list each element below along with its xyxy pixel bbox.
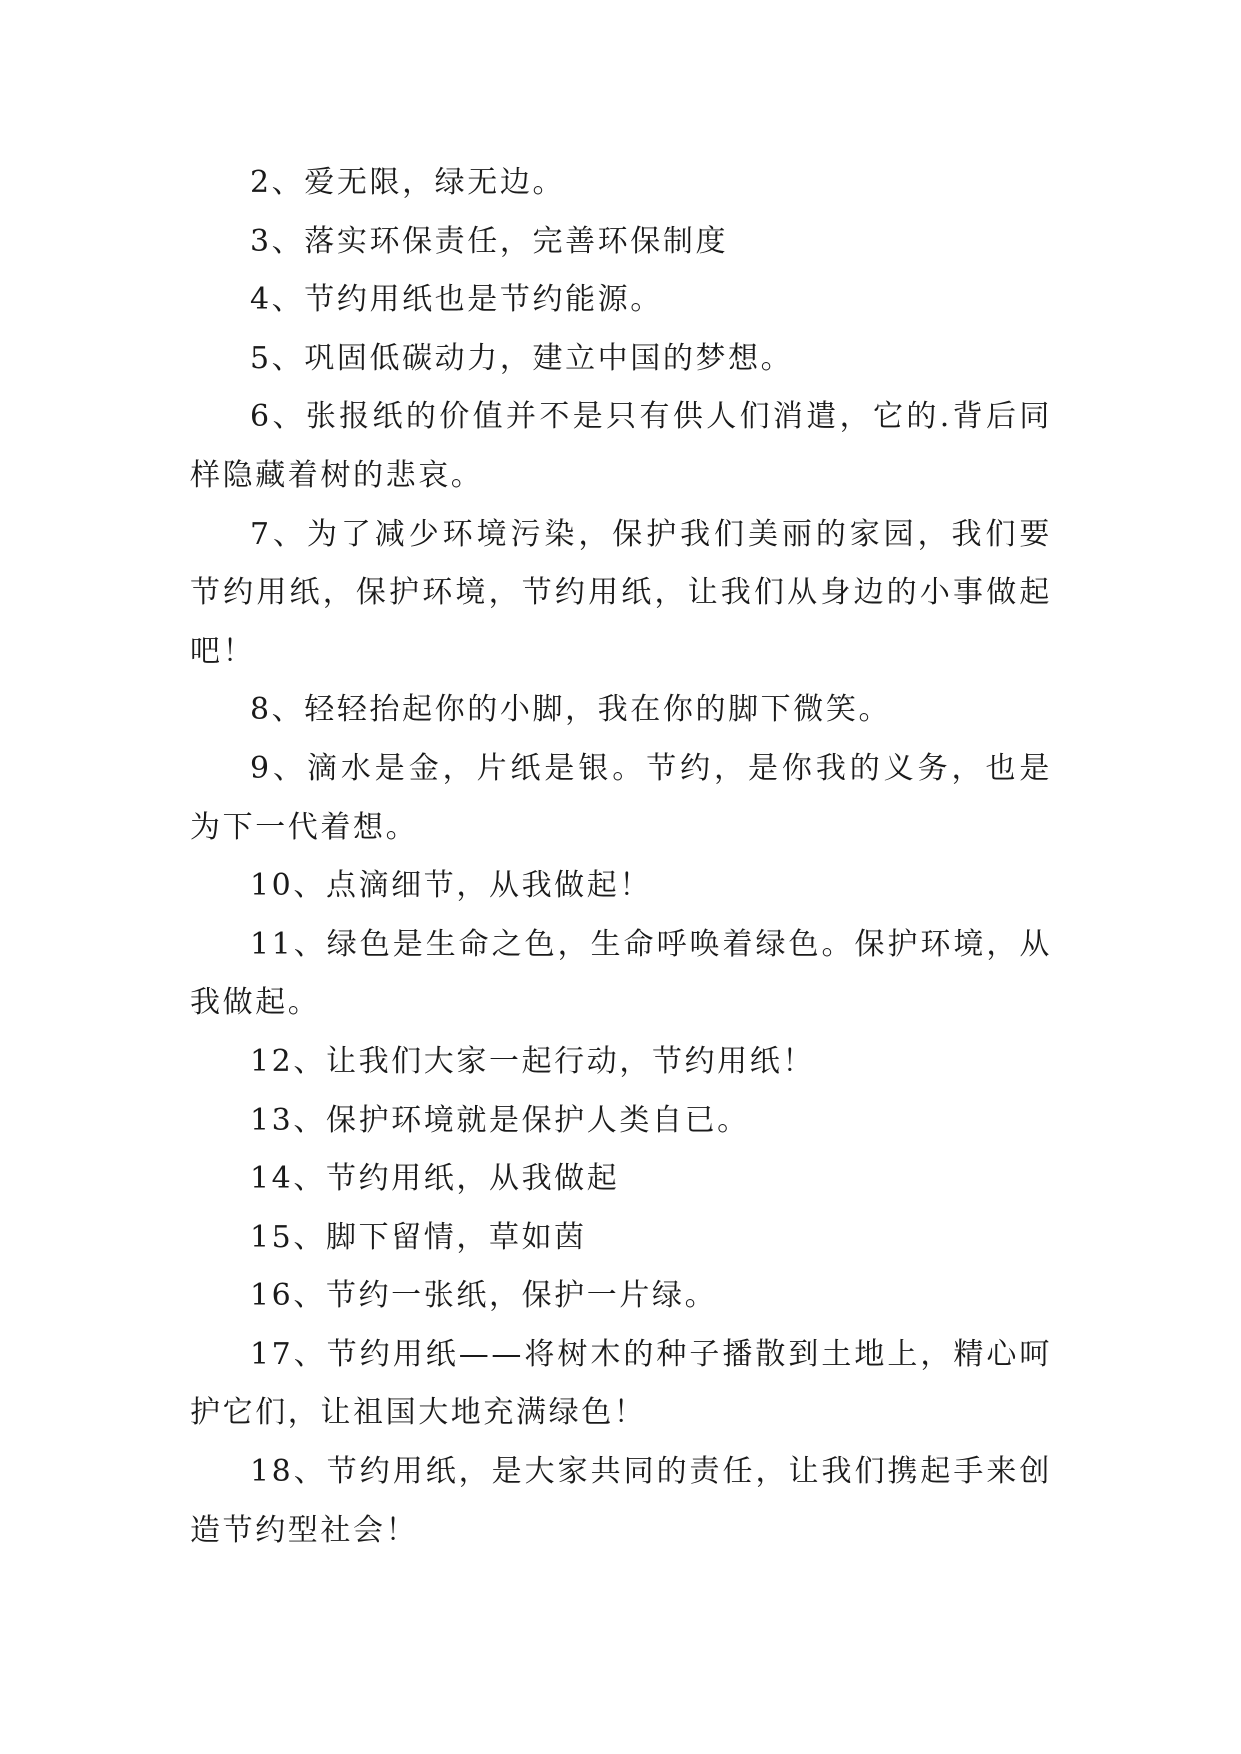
slogan-paragraph-10: 10、点滴细节，从我做起！ — [250, 868, 652, 904]
slogan-paragraph-15: 15、脚下留情，草如茵 — [250, 1219, 587, 1255]
slogan-paragraph-18: 18、节约用纸，是大家共同的责任，让我们携起手来创造节约型社会！ — [190, 1454, 1052, 1548]
slogan-paragraph-17: 17、节约用纸——将树木的种子播散到土地上，精心呵护它们，让祖国大地充满绿色！ — [190, 1336, 1052, 1431]
slogan-paragraph-8: 8、轻轻抬起你的小脚，我在你的脚下微笑。 — [250, 692, 892, 728]
slogan-paragraph-4: 4、节约用纸也是节约能源。 — [250, 282, 663, 318]
slogan-paragraph-9: 9、滴水是金，片纸是银。节约，是你我的义务，也是为下一代着想。 — [190, 750, 1052, 845]
slogan-paragraph-7: 7、为了减少环境污染，保护我们美丽的家园，我们要节约用纸，保护环境，节约用纸，让我们从身边的小事做起吧！ — [190, 516, 1052, 669]
slogan-paragraph-11: 11、绿色是生命之色，生命呼唤着绿色。保护环境，从我做起。 — [190, 926, 1052, 1021]
slogan-list — [190, 154, 1052, 1560]
slogan-paragraph-5: 5、巩固低碳动力，建立中国的梦想。 — [250, 340, 794, 376]
slogan-paragraph-14: 14、节约用纸，从我做起 — [250, 1161, 620, 1197]
slogan-paragraph-12: 12、让我们大家一起行动，节约用纸！ — [250, 1043, 815, 1079]
slogan-paragraph-3: 3、落实环保责任，完善环保制度 — [250, 223, 729, 259]
slogan-paragraph-13: 13、保护环境就是保护人类自已。 — [250, 1102, 750, 1138]
slogan-paragraph-6: 6、张报纸的价值并不是只有供人们消遣，它的.背后同样隐藏着树的悲哀。 — [190, 399, 1052, 493]
slogan-paragraph-16: 16、节约一张纸，保护一片绿。 — [250, 1278, 718, 1314]
slogan-paragraph-2: 2、爱无限，绿无边。 — [250, 165, 566, 200]
